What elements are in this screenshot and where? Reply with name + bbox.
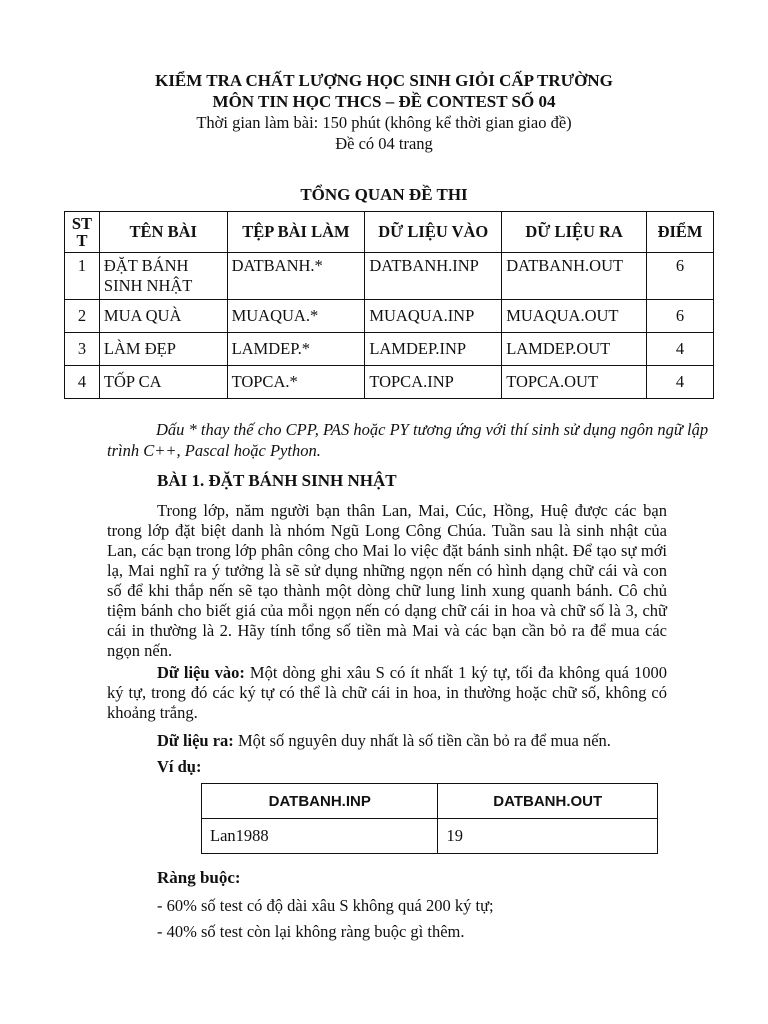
statement-text: Trong lớp, năm người bạn thân Lan, Mai, Cúc, Hồng, Huệ được các bạn trong lớp đặt biệt danh là nhóm Ngũ Long Công Chúa. Tuần sau là sinh nhật của Lan, các bạn trong lớp phân công cho Mai lo việc đặt bánh sinh nhật. Để tạo sự mới lạ, Mai nghĩ ra ý tưởng là sẽ sử dụng những ngọn nến có hình dạng chữ cái và con số để khi thắp nến sẽ tạo thành một dòng chữ lung linh xung quanh bánh. Cô chủ tiệm bánh cho biết giá của mỗi ngọn nến có dạng chữ cái in hoa và chữ số là 3, chữ cái in thường là 2. Hãy tính tổng số tiền mà Mai và các bạn cần bỏ ra để mua các ngọn nến. [107, 501, 667, 660]
input-label: Dữ liệu vào: [157, 663, 245, 682]
problem-statement [107, 501, 667, 661]
cell-input: DATBANH.INP [365, 253, 502, 300]
cell-file: TOPCA.* [227, 366, 365, 399]
cell-stt: 4 [65, 366, 100, 399]
column-header-name: TÊN BÀI [99, 212, 227, 253]
cell-file: DATBANH.* [227, 253, 365, 300]
column-header-stt: ST T [65, 212, 100, 253]
exam-duration: Thời gian làm bài: 150 phút (không kể thời gian giao đề) [196, 113, 572, 132]
table-row [65, 253, 714, 300]
example-input: Lan1988 [202, 819, 438, 854]
output-text: Một số nguyên duy nhất là số tiền cần bỏ ra để mua nến. [233, 731, 611, 750]
file-extension-note [107, 419, 717, 461]
overview-header-row [65, 212, 714, 253]
table-row [65, 333, 714, 366]
table-row [65, 366, 714, 399]
column-header-output: DỮ LIỆU RA [502, 212, 647, 253]
cell-stt: 3 [65, 333, 100, 366]
column-header-file: TỆP BÀI LÀM [227, 212, 365, 253]
output-description [107, 731, 667, 751]
cell-score: 4 [647, 333, 714, 366]
example-header-input: DATBANH.INP [202, 784, 438, 819]
column-header-input: DỮ LIỆU VÀO [365, 212, 502, 253]
cell-input: LAMDEP.INP [365, 333, 502, 366]
cell-score: 4 [647, 366, 714, 399]
cell-output: LAMDEP.OUT [502, 333, 647, 366]
cell-output: MUAQUA.OUT [502, 300, 647, 333]
overview-title: TỔNG QUAN ĐỀ THI [300, 185, 468, 204]
exam-header [0, 70, 768, 154]
cell-name: LÀM ĐẸP [99, 333, 227, 366]
table-row [65, 300, 714, 333]
cell-input: TOPCA.INP [365, 366, 502, 399]
example-header-row [202, 784, 658, 819]
cell-name: ĐẶT BÁNH SINH NHẬT [99, 253, 227, 300]
cell-name: TỐP CA [99, 366, 227, 399]
overview-table [64, 211, 714, 399]
table-row [202, 819, 658, 854]
problem-title: BÀI 1. ĐẶT BÁNH SINH NHẬT [157, 471, 397, 490]
example-output: 19 [438, 819, 658, 854]
cell-stt: 2 [65, 300, 100, 333]
cell-file: MUAQUA.* [227, 300, 365, 333]
exam-title: KIỂM TRA CHẤT LƯỢNG HỌC SINH GIỎI CẤP TRƯỜNG [155, 71, 613, 90]
cell-score: 6 [647, 300, 714, 333]
cell-stt: 1 [65, 253, 100, 300]
note-text: Dấu * thay thế cho CPP, PAS hoặc PY tương ứng với thí sinh sử dụng ngôn ngữ lập trình C++, Pascal hoặc Python. [107, 420, 709, 460]
cell-file: LAMDEP.* [227, 333, 365, 366]
input-text: Một dòng ghi xâu S có ít nhất 1 ký tự, tối đa không quá 1000 ký tự, trong đó các ký tự có thể là chữ cái in hoa, in thường hoặc chữ số, không có khoảng trắng. [107, 663, 667, 722]
example-label-text: Ví dụ: [157, 757, 202, 776]
constraint-item: - 60% số test có độ dài xâu S không quá 200 ký tự; [157, 896, 494, 915]
example-table [201, 783, 658, 854]
cell-score: 6 [647, 253, 714, 300]
exam-page-count: Đề có 04 trang [335, 134, 433, 153]
cell-output: TOPCA.OUT [502, 366, 647, 399]
example-label [107, 757, 667, 777]
example-header-output: DATBANH.OUT [438, 784, 658, 819]
constraints-label: Ràng buộc: [157, 868, 241, 887]
cell-input: MUAQUA.INP [365, 300, 502, 333]
input-description [107, 663, 667, 723]
output-label: Dữ liệu ra: [157, 731, 234, 750]
exam-subject: MÔN TIN HỌC THCS – ĐỀ CONTEST SỐ 04 [212, 92, 556, 111]
constraint-item: - 40% số test còn lại không ràng buộc gì thêm. [157, 922, 465, 941]
cell-output: DATBANH.OUT [502, 253, 647, 300]
cell-name: MUA QUÀ [99, 300, 227, 333]
column-header-score: ĐIỂM [647, 212, 714, 253]
